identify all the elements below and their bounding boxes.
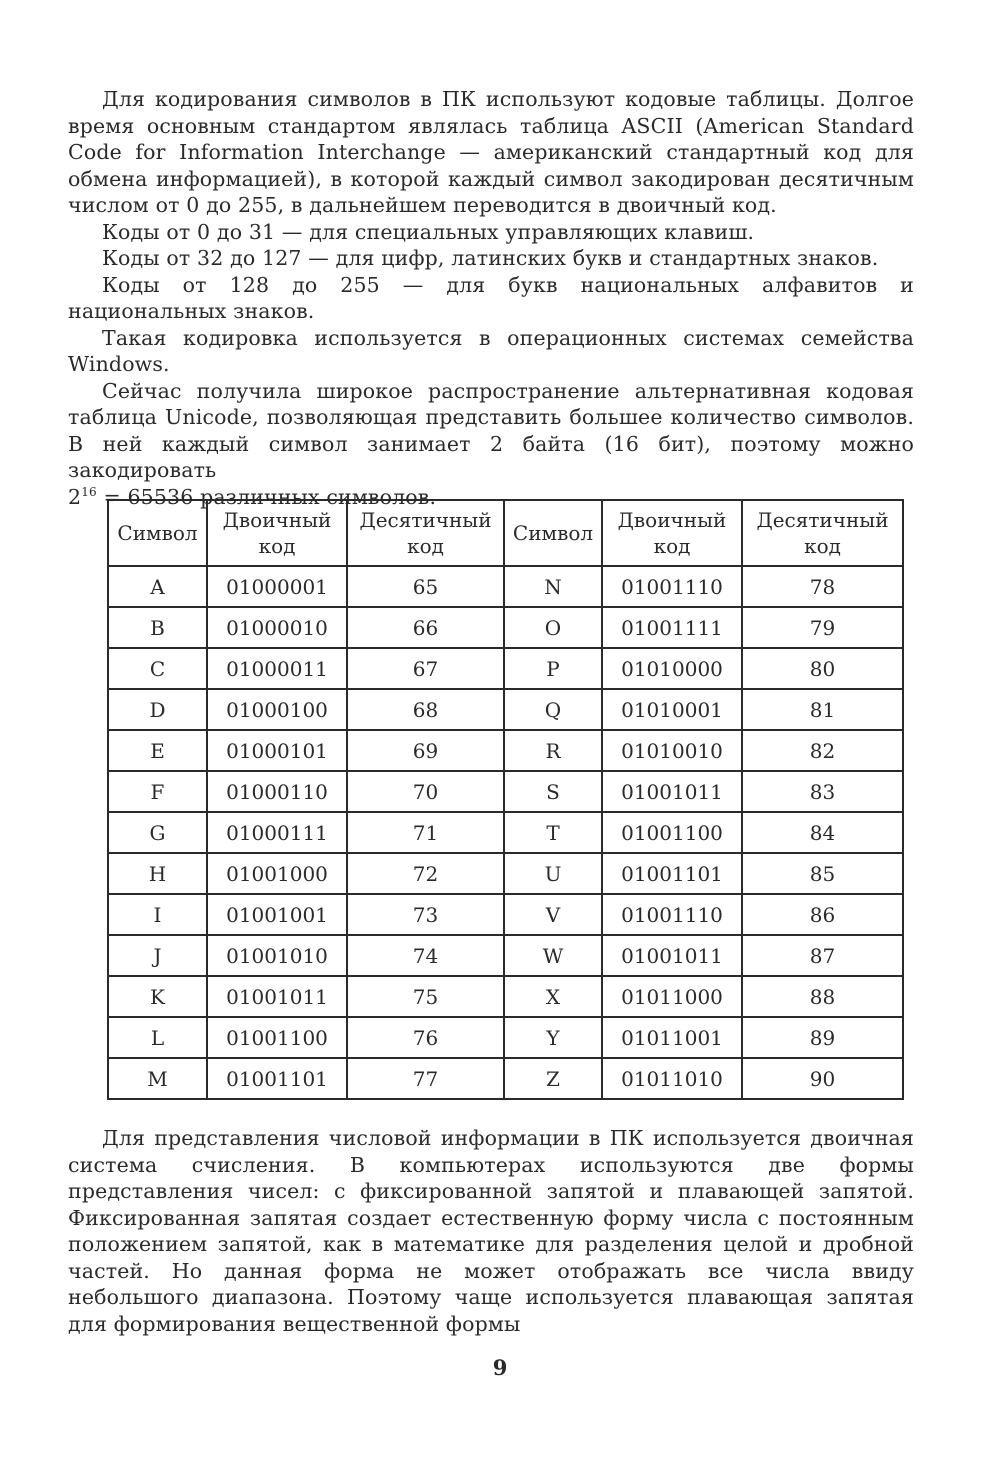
cell-binary-right: 01001111 bbox=[602, 607, 742, 648]
table-row bbox=[108, 853, 903, 894]
cell-symbol-right: P bbox=[504, 648, 602, 689]
cell-binary-left: 01000011 bbox=[207, 648, 347, 689]
cell-symbol-right: V bbox=[504, 894, 602, 935]
cell-decimal-left: 76 bbox=[347, 1017, 504, 1058]
cell-symbol-right: Q bbox=[504, 689, 602, 730]
formula-rest: = 65536 различных символов. bbox=[96, 484, 437, 509]
paragraph-number-representation: Для представления числовой информации в ПК используется двоичная система счисления. В компьютерах используются две формы представления чисел: с фиксированной запятой и плавающей запятой. Фиксированная запятая создает естественную форму числа с постоянным положением запятой, как в математике для разделения целой и дробной частей. Но данная форма не может отображать все числа ввиду небольшого диапазона. Поэтому чаще используется плавающая запятая для формирования вещественной формы bbox=[68, 1126, 914, 1336]
cell-symbol-right: R bbox=[504, 730, 602, 771]
paragraph-codes-0-31: Коды от 0 до 31 — для специальных управляющих клавиш. bbox=[102, 219, 755, 244]
table-row bbox=[108, 730, 903, 771]
formula-exponent: 16 bbox=[81, 484, 97, 499]
cell-binary-right: 01011001 bbox=[602, 1017, 742, 1058]
cell-binary-right: 01010001 bbox=[602, 689, 742, 730]
header-binary-left: Двоичный код bbox=[207, 500, 347, 566]
cell-decimal-left: 73 bbox=[347, 894, 504, 935]
unicode-text: Сейчас получила широкое распространение альтернативная кодовая таблица Unicode, позволяющая представить большее количество символов. В ней каждый символ занимает 2 байта (16 бит), поэтому можно закодировать bbox=[68, 378, 914, 482]
cell-symbol-right: Y bbox=[504, 1017, 602, 1058]
cell-binary-left: 01000001 bbox=[207, 566, 347, 607]
table-row bbox=[108, 894, 903, 935]
cell-binary-right: 01001011 bbox=[602, 935, 742, 976]
table-row bbox=[108, 935, 903, 976]
cell-symbol-left: D bbox=[108, 689, 207, 730]
cell-decimal-left: 74 bbox=[347, 935, 504, 976]
table-body bbox=[108, 566, 903, 1099]
cell-symbol-right: W bbox=[504, 935, 602, 976]
cell-symbol-right: T bbox=[504, 812, 602, 853]
cell-decimal-right: 87 bbox=[742, 935, 903, 976]
cell-binary-left: 01000111 bbox=[207, 812, 347, 853]
table-row bbox=[108, 812, 903, 853]
cell-binary-left: 01001100 bbox=[207, 1017, 347, 1058]
cell-binary-left: 01000110 bbox=[207, 771, 347, 812]
cell-symbol-left: A bbox=[108, 566, 207, 607]
cell-symbol-left: H bbox=[108, 853, 207, 894]
table-row bbox=[108, 1017, 903, 1058]
cell-decimal-left: 68 bbox=[347, 689, 504, 730]
cell-symbol-left: G bbox=[108, 812, 207, 853]
cell-decimal-left: 69 bbox=[347, 730, 504, 771]
cell-decimal-right: 88 bbox=[742, 976, 903, 1017]
cell-decimal-left: 71 bbox=[347, 812, 504, 853]
cell-symbol-left: J bbox=[108, 935, 207, 976]
paragraph-unicode bbox=[68, 378, 914, 511]
cell-decimal-left: 75 bbox=[347, 976, 504, 1017]
header-symbol-right: Символ bbox=[504, 500, 602, 566]
cell-binary-left: 01000101 bbox=[207, 730, 347, 771]
intro-text bbox=[68, 86, 914, 510]
cell-binary-left: 01001010 bbox=[207, 935, 347, 976]
cell-decimal-left: 65 bbox=[347, 566, 504, 607]
cell-binary-right: 01010000 bbox=[602, 648, 742, 689]
table-header-row bbox=[108, 500, 903, 566]
table-row bbox=[108, 648, 903, 689]
cell-binary-right: 01010010 bbox=[602, 730, 742, 771]
paragraph-codes-32-127: Коды от 32 до 127 — для цифр, латинских букв и стандартных знаков. bbox=[102, 246, 879, 270]
table-row bbox=[108, 607, 903, 648]
table-row bbox=[108, 1058, 903, 1099]
cell-symbol-right: S bbox=[504, 771, 602, 812]
cell-decimal-right: 82 bbox=[742, 730, 903, 771]
cell-decimal-left: 67 bbox=[347, 648, 504, 689]
table-row bbox=[108, 976, 903, 1017]
cell-binary-right: 01001110 bbox=[602, 894, 742, 935]
cell-decimal-right: 81 bbox=[742, 689, 903, 730]
cell-decimal-right: 89 bbox=[742, 1017, 903, 1058]
cell-binary-right: 01011000 bbox=[602, 976, 742, 1017]
cell-decimal-right: 78 bbox=[742, 566, 903, 607]
cell-binary-right: 01011010 bbox=[602, 1058, 742, 1099]
table-row bbox=[108, 566, 903, 607]
cell-symbol-left: B bbox=[108, 607, 207, 648]
page-number: 9 bbox=[492, 1355, 508, 1380]
paragraph-codes-128-255: Коды от 128 до 255 — для букв национальных алфавитов и национальных знаков. bbox=[68, 272, 914, 323]
cell-binary-left: 01001001 bbox=[207, 894, 347, 935]
cell-decimal-right: 83 bbox=[742, 771, 903, 812]
ascii-code-table bbox=[107, 499, 904, 1100]
cell-symbol-right: O bbox=[504, 607, 602, 648]
cell-binary-right: 01001100 bbox=[602, 812, 742, 853]
paragraph-ascii: Для кодирования символов в ПК используют кодовые таблицы. Долгое время основным стандартом являлась таблица ASCII (American Standard Code for Information Interchange — американский стандартный код для обмена информацией), в которой каждый символ закодирован десятичным числом от 0 до 255, в дальнейшем переводится в двоичный код. bbox=[68, 87, 914, 217]
cell-binary-left: 01001101 bbox=[207, 1058, 347, 1099]
cell-symbol-left: M bbox=[108, 1058, 207, 1099]
cell-binary-left: 01001011 bbox=[207, 976, 347, 1017]
cell-decimal-right: 84 bbox=[742, 812, 903, 853]
cell-symbol-right: N bbox=[504, 566, 602, 607]
cell-decimal-right: 86 bbox=[742, 894, 903, 935]
cell-symbol-right: X bbox=[504, 976, 602, 1017]
cell-decimal-left: 77 bbox=[347, 1058, 504, 1099]
header-decimal-left: Десятичный код bbox=[347, 500, 504, 566]
cell-symbol-left: K bbox=[108, 976, 207, 1017]
cell-decimal-right: 79 bbox=[742, 607, 903, 648]
cell-binary-right: 01001101 bbox=[602, 853, 742, 894]
cell-binary-right: 01001110 bbox=[602, 566, 742, 607]
cell-decimal-right: 80 bbox=[742, 648, 903, 689]
table-row bbox=[108, 689, 903, 730]
cell-symbol-left: C bbox=[108, 648, 207, 689]
cell-symbol-right: Z bbox=[504, 1058, 602, 1099]
cell-binary-right: 01001011 bbox=[602, 771, 742, 812]
cell-decimal-left: 72 bbox=[347, 853, 504, 894]
cell-symbol-left: E bbox=[108, 730, 207, 771]
cell-decimal-left: 66 bbox=[347, 607, 504, 648]
cell-symbol-left: I bbox=[108, 894, 207, 935]
cell-symbol-left: F bbox=[108, 771, 207, 812]
outro-text bbox=[68, 1125, 914, 1337]
cell-binary-left: 01000100 bbox=[207, 689, 347, 730]
cell-decimal-right: 85 bbox=[742, 853, 903, 894]
cell-decimal-left: 70 bbox=[347, 771, 504, 812]
cell-symbol-right: U bbox=[504, 853, 602, 894]
header-decimal-right: Десятичный код bbox=[742, 500, 903, 566]
formula-base: 2 bbox=[68, 484, 82, 509]
header-binary-right: Двоичный код bbox=[602, 500, 742, 566]
cell-symbol-left: L bbox=[108, 1017, 207, 1058]
cell-binary-left: 01000010 bbox=[207, 607, 347, 648]
cell-binary-left: 01001000 bbox=[207, 853, 347, 894]
header-symbol-left: Символ bbox=[108, 500, 207, 566]
paragraph-windows: Такая кодировка используется в операционных системах семейства Windows. bbox=[68, 325, 914, 376]
table-row bbox=[108, 771, 903, 812]
cell-decimal-right: 90 bbox=[742, 1058, 903, 1099]
